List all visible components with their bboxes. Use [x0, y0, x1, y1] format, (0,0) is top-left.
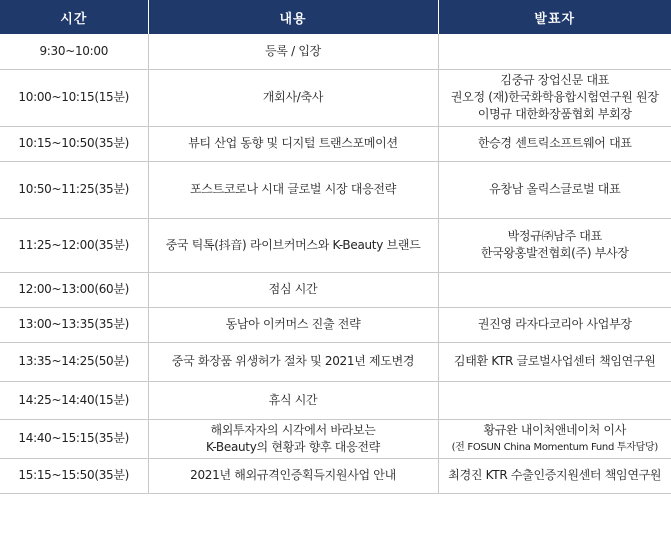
speaker-cell: [438, 126, 671, 161]
speaker-line: 황규완 내이처앤네이처 이사: [483, 422, 627, 437]
speaker-line: 한승경 센트릭소프트웨어 대표: [477, 136, 632, 150]
speaker-line: 권진영 라자다코리아 사업부장: [477, 317, 632, 331]
time-cell: 14:25~14:40(15분): [0, 381, 148, 419]
table-row: [0, 69, 671, 126]
speaker-cell: [438, 307, 671, 342]
content-cell: [148, 307, 438, 342]
speaker-line: (전 FOSUN China Momentum Fund 투자담당): [451, 441, 658, 453]
speaker-cell: [438, 69, 671, 126]
table-row: [0, 218, 671, 272]
time-cell: 9:30~10:00: [0, 34, 148, 69]
content-line: 해외투자자의 시각에서 바라보는: [210, 422, 376, 437]
content-cell: [148, 126, 438, 161]
table-row: [0, 161, 671, 218]
content-cell: [148, 381, 438, 419]
table-row: [0, 381, 671, 419]
speaker-line: 김중규 장업신문 대표: [500, 73, 610, 87]
content-line: 동남아 이커머스 진출 전략: [225, 317, 361, 331]
table-row: [0, 342, 671, 381]
speaker-cell: [438, 381, 671, 419]
schedule-body: [0, 34, 671, 493]
content-line: 중국 틱톡(抖音) 라이브커머스와 K-Beauty 브랜드: [165, 237, 421, 252]
content-line: 휴식 시간: [268, 392, 318, 407]
time-cell: 11:25~12:00(35분): [0, 218, 148, 272]
header-time: 시간: [0, 0, 148, 34]
time-cell: 12:00~13:00(60분): [0, 272, 148, 307]
header-row: [0, 0, 671, 34]
header-speaker: 발표자: [438, 0, 671, 34]
speaker-line: 이명규 대한화장품협회 부회장: [477, 107, 632, 121]
table-row: [0, 419, 671, 458]
table-row: [0, 34, 671, 69]
table-row: [0, 272, 671, 307]
table-row: [0, 307, 671, 342]
speaker-line: 유창남 올릭스글로벌 대표: [489, 182, 621, 196]
table-row: [0, 458, 671, 493]
content-line: 뷰티 산업 동향 및 디지털 트랜스포메이션: [188, 136, 398, 150]
speaker-cell: [438, 272, 671, 307]
content-line: 포스트코로나 시대 글로벌 시장 대응전략: [189, 182, 397, 196]
speaker-cell: [438, 161, 671, 218]
speaker-cell: [438, 419, 671, 458]
content-line: K-Beauty의 현황과 향후 대응전략: [206, 439, 380, 454]
content-line: 점심 시간: [268, 282, 318, 296]
speaker-line: 권오정 (재)한국화학융합시험연구원 원장: [450, 90, 659, 104]
time-cell: 10:00~10:15(15분): [0, 69, 148, 126]
content-cell: [148, 419, 438, 458]
content-cell: [148, 458, 438, 493]
content-cell: [148, 34, 438, 69]
speaker-line: 박정규㈜남주 대표: [507, 229, 602, 243]
time-cell: 13:00~13:35(35분): [0, 307, 148, 342]
speaker-cell: [438, 458, 671, 493]
time-cell: 15:15~15:50(35분): [0, 458, 148, 493]
speaker-cell: [438, 34, 671, 69]
content-line: 2021년 해외규격인증획득지원사업 안내: [190, 468, 396, 482]
content-cell: [148, 218, 438, 272]
header-content: 내용: [148, 0, 438, 34]
time-cell: 14:40~15:15(35분): [0, 419, 148, 458]
speaker-cell: [438, 218, 671, 272]
speaker-line: 한국왕홍발전협회(주) 부사장: [480, 246, 629, 260]
content-line: 중국 화장품 위생허가 절차 및 2021년 제도변경: [171, 354, 415, 368]
content-cell: [148, 272, 438, 307]
content-cell: [148, 69, 438, 126]
speaker-line: 최경진 KTR 수출인증지원센터 책임연구원: [448, 468, 662, 482]
content-line: 등록 / 입장: [265, 43, 321, 58]
time-cell: 10:50~11:25(35분): [0, 161, 148, 218]
speaker-line: 김태환 KTR 글로벌사업센터 책임연구원: [453, 354, 656, 368]
time-cell: 13:35~14:25(50분): [0, 342, 148, 381]
time-cell: 10:15~10:50(35분): [0, 126, 148, 161]
table-row: [0, 126, 671, 161]
content-cell: [148, 342, 438, 381]
speaker-cell: [438, 342, 671, 381]
content-cell: [148, 161, 438, 218]
content-line: 개회사/축사: [262, 90, 324, 104]
